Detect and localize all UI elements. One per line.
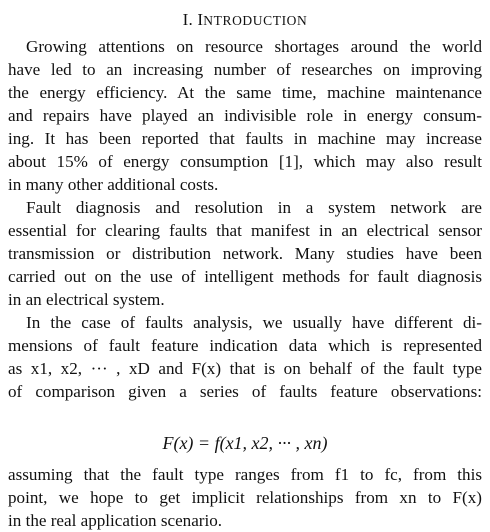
section-numeral: I. — [182, 10, 193, 29]
paragraph-1-line-6: about 15% of energy consumption [1], which may also result — [8, 152, 482, 171]
paragraph-1-line-5: ing. It has been reported that faults in machine may increase — [8, 129, 482, 148]
paragraph-2-line-4: carried out on the use of intelligent methods for fault diagnosis — [8, 267, 482, 286]
paragraph-1-line-4: and repairs have played an indivisible role in energy consum- — [8, 106, 482, 125]
paragraph-2-line-5: in an electrical system. — [8, 290, 165, 309]
section-heading — [8, 9, 482, 32]
paragraph-3-line-3-text: as x1, x2, ··· , xD and F(x) that is on behalf of the fault type — [8, 359, 482, 378]
section-title-initial: I — [197, 10, 204, 29]
paragraph-2-line-1: Fault diagnosis and resolution in a system network are — [26, 198, 482, 217]
closing-line-3: in the real application scenario. — [8, 511, 223, 530]
paragraph-3-line-2: mensions of fault feature indication data which is represented — [8, 336, 482, 355]
section-title-rest: NTRODUCTION — [203, 13, 308, 28]
paragraph-3-line-3 — [8, 357, 482, 380]
paragraph-3-line-1: In the case of faults analysis, we usually have different di- — [26, 313, 482, 332]
display-equation: F(x) = f(x1, x2, ··· , xn) — [162, 433, 328, 453]
paragraph-2-line-2: essential for clearing faults that manifest in an electrical sensor — [8, 221, 482, 240]
paragraph-3-line-4: of comparison given a series of faults feature observations: — [8, 382, 482, 401]
paragraph-2-line-3: transmission or distribution network. Many studies have been — [8, 244, 482, 263]
paragraph-1-line-3: the energy efficiency. At the same time, machine maintenance — [8, 83, 482, 102]
paragraph-1-line-1: Growing attentions on resource shortages around the world — [26, 37, 482, 56]
paragraph-1-line-7: in many other additional costs. — [8, 175, 219, 194]
closing-line-2: point, we hope to get implicit relationships from xn to F(x) — [8, 488, 482, 507]
closing-line-1: assuming that the fault type ranges from f1 to fc, from this — [8, 465, 482, 484]
paragraph-1-line-2: have led to an increasing number of researches on improving — [8, 60, 482, 79]
